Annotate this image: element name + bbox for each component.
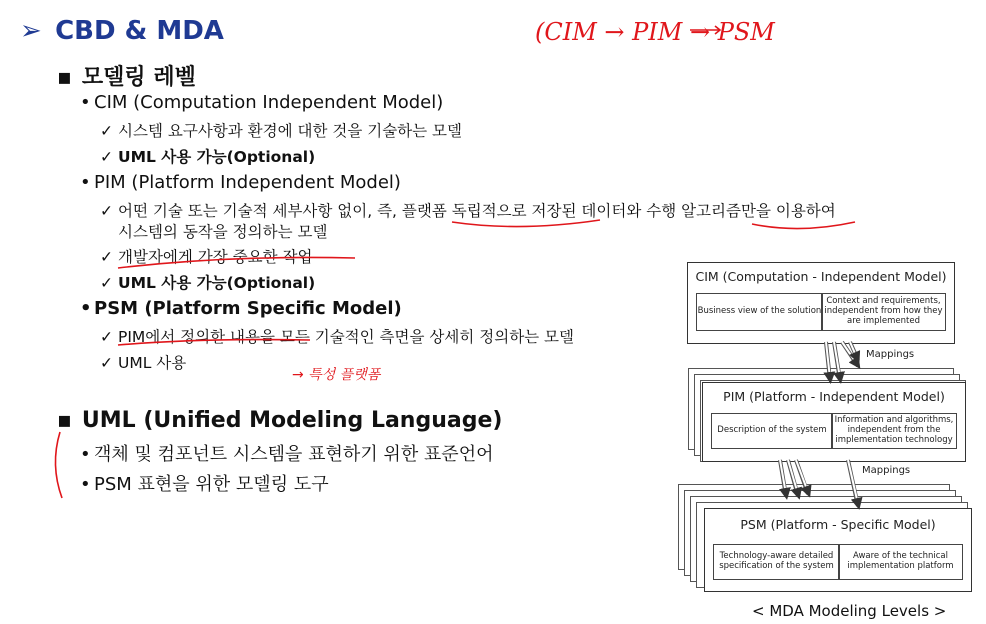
- item-label: PSM (Platform Specific Model): [94, 298, 402, 319]
- check-icon: ✓: [100, 248, 113, 266]
- check-icon: ✓: [100, 354, 113, 372]
- psm-title: PSM (Platform - Specific Model): [740, 517, 936, 532]
- cim-left-cell: Business view of the solution: [696, 293, 823, 331]
- check-icon: ✓: [100, 202, 113, 220]
- square-bullet-icon: ▪: [57, 408, 72, 433]
- sub-item-text: PIM에서 정의한 내용을 모든 기술적인 측면을 상세히 정의하는 모델: [118, 328, 575, 346]
- dot-bullet-icon: •: [80, 444, 91, 465]
- square-bullet-icon: ▪: [57, 65, 72, 90]
- mappings-label: Mappings: [862, 465, 911, 476]
- check-icon: ✓: [100, 122, 113, 140]
- item-label: PSM 표현을 위한 모델링 도구: [94, 474, 329, 495]
- page-title-text: CBD & MDA: [55, 16, 224, 46]
- check-icon: ✓: [100, 328, 113, 346]
- psm-left-cell: Technology-aware detailed specification of the system: [713, 544, 840, 580]
- psm-right-cell: Aware of the technical implementation platform: [838, 544, 963, 580]
- cim-right-cell: Context and requirements, independent from how they are implemented: [821, 293, 946, 331]
- dot-bullet-icon: •: [80, 474, 91, 495]
- section-label: 모델링 레벨: [81, 65, 196, 90]
- sub-item-text: UML 사용 가능(Optional): [118, 148, 316, 166]
- dot-bullet-icon: •: [80, 172, 91, 193]
- handwritten-note-psm: → 특성 플랫폼: [292, 367, 381, 383]
- sub-item-text: 시스템 요구사항과 환경에 대한 것을 기술하는 모델: [118, 122, 462, 140]
- sub-item-text: UML 사용 가능(Optional): [118, 274, 316, 292]
- arrow-bullet-icon: ➢: [20, 16, 42, 46]
- check-icon: ✓: [100, 274, 113, 292]
- dot-bullet-icon: •: [80, 92, 91, 113]
- handwritten-note-flow: (CIM → PIM → PSM: [535, 18, 775, 46]
- item-label: 객체 및 컴포넌트 시스템을 표현하기 위한 표준언어: [94, 444, 494, 465]
- mappings-label: Mappings: [866, 349, 915, 360]
- pim-left-cell: Description of the system: [711, 413, 833, 449]
- sub-item-text: 개발자에게 가장 중요한 작업: [118, 248, 313, 266]
- item-label: PIM (Platform Independent Model): [94, 172, 401, 193]
- item-label: CIM (Computation Independent Model): [94, 92, 444, 113]
- figure-caption: < MDA Modeling Levels >: [752, 602, 947, 620]
- pim-title: PIM (Platform - Independent Model): [723, 389, 945, 404]
- dot-bullet-icon: •: [80, 298, 92, 319]
- cim-title: CIM (Computation - Independent Model): [695, 269, 947, 284]
- sub-item-text: 어떤 기술 또는 기술적 세부사항 없이, 즉, 플랫폼 독립적으로 저장된 데이터와 수행 알고리즘만을 이용하여: [118, 202, 836, 220]
- pim-right-cell: Information and algorithms, independent from the implementation technology: [831, 413, 957, 449]
- check-icon: ✓: [100, 148, 113, 166]
- sub-item-text: 시스템의 동작을 정의하는 모델: [118, 223, 328, 241]
- sub-item-text: UML 사용: [118, 354, 187, 372]
- section-label: UML (Unified Modeling Language): [81, 408, 503, 433]
